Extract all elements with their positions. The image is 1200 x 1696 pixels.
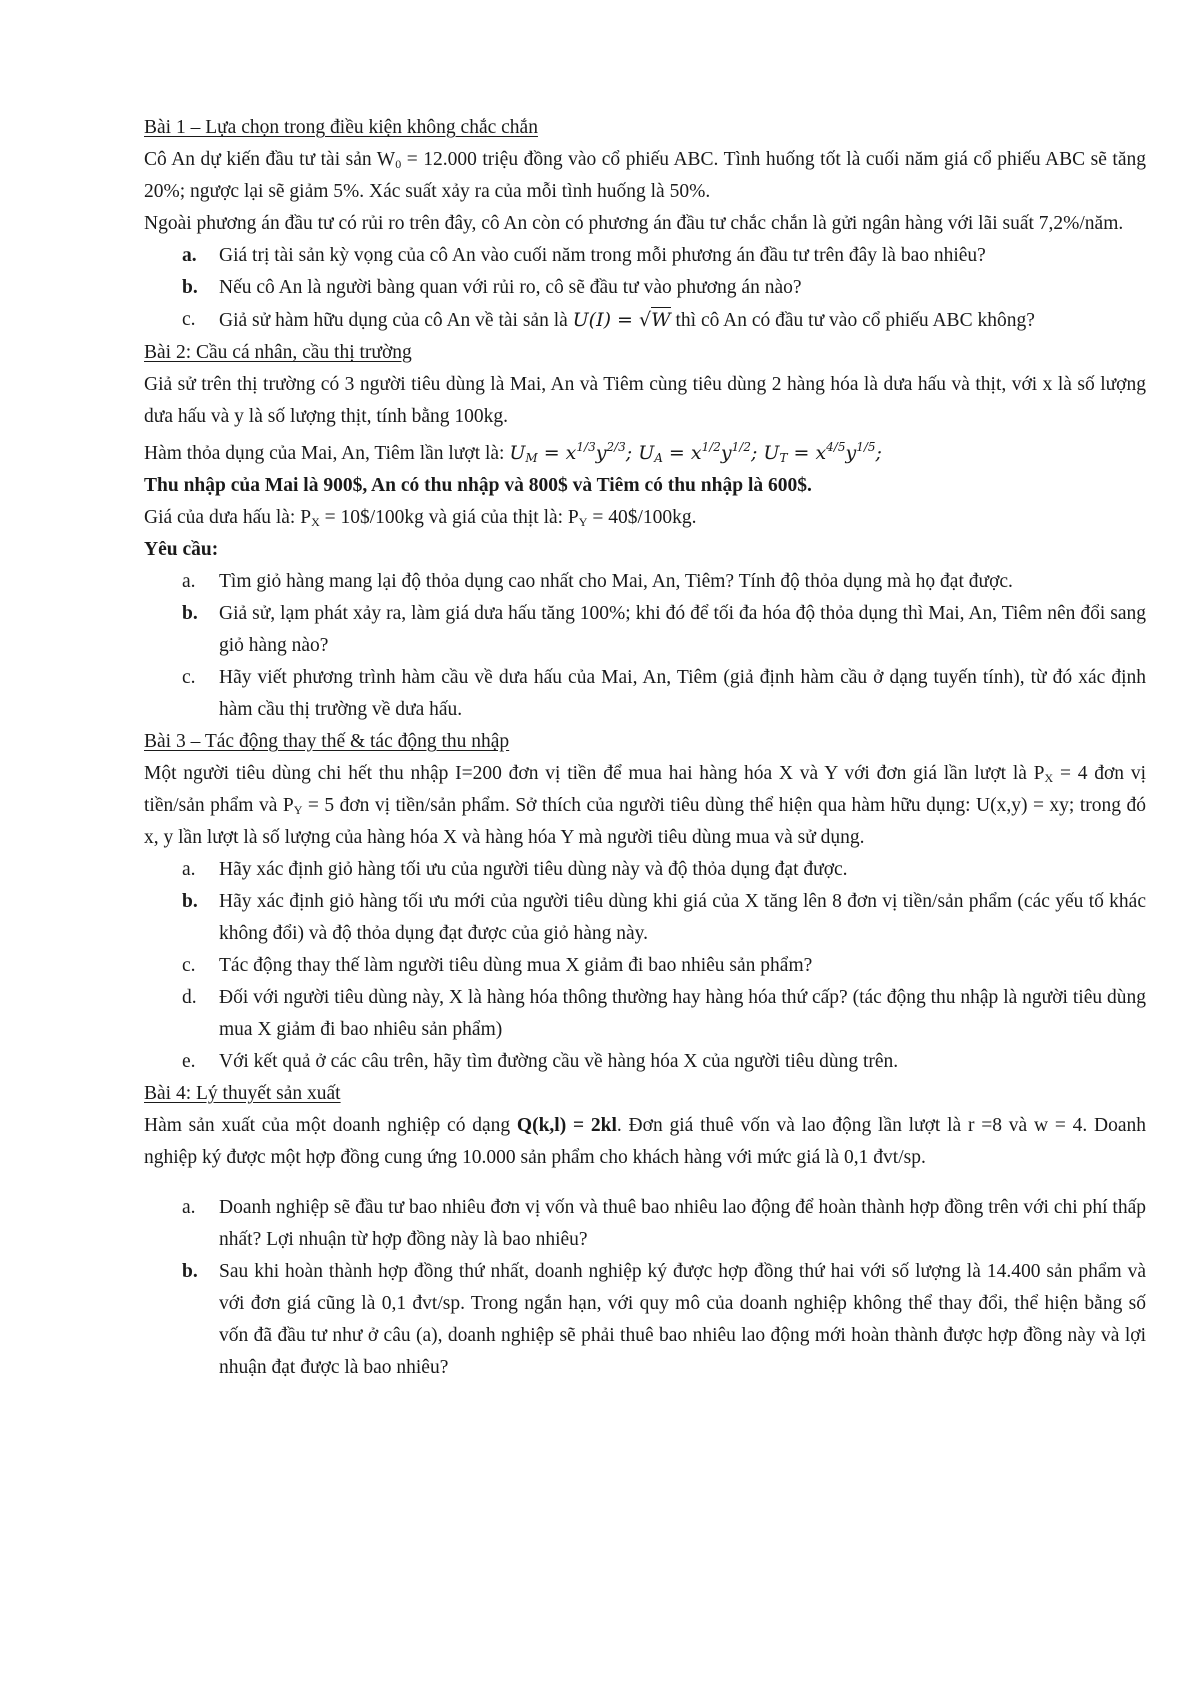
exercise-2-paragraph-1: Giả sử trên thị trường có 3 người tiêu dùng là Mai, An và Tiêm cùng tiêu dùng 2 hàng hóa là dưa hấu và thịt, với x là số lượng dưa hấu và y là số lượng thịt, tính bằng 100kg. — [144, 374, 1146, 427]
question-item — [144, 950, 1146, 982]
symbol: y — [595, 442, 607, 464]
exercise-1 — [144, 112, 1146, 337]
question-marker: b. — [182, 1261, 198, 1282]
exponent: 1/3 — [576, 440, 596, 454]
symbol: = x — [537, 442, 577, 464]
symbol: U — [509, 442, 526, 464]
question-marker: d. — [182, 987, 197, 1008]
exponent: 4/5 — [826, 440, 846, 454]
symbol: ; — [875, 442, 882, 464]
question-text: Hãy viết phương trình hàm cầu về dưa hấu của Mai, An, Tiêm (giả định hàm cầu ở dạng tuyến tính), từ đó xác định hàm cầu thị trường về dưa hấu. — [219, 667, 1146, 720]
exponent: 1/2 — [701, 440, 721, 454]
requirements-label: Yêu cầu: — [144, 539, 219, 560]
exercise-1-questions — [144, 240, 1146, 337]
text-span: = 12.000 triệu đồng vào cổ phiếu ABC. Tình huống tốt là cuối năm giá cổ phiếu ABC sẽ tăng 20%; ngược lại sẽ giảm 5%. Xác suất xảy ra của mỗi tình huống là 50%. — [144, 149, 1146, 202]
question-marker: c. — [182, 667, 196, 688]
symbol: y — [720, 442, 732, 464]
text-span: . Đơn giá thuê vốn và lao động lần lượt là r =8 và w = 4. Doanh nghiệp ký được một hợp đồng cung ứng 10.000 sản phẩm cho khách hàng với mức giá là 0,1 đvt/sp. — [144, 1115, 1147, 1168]
subscript: X — [311, 515, 320, 529]
question-marker: a. — [182, 571, 196, 592]
question-item — [144, 304, 1146, 337]
exercise-1-paragraph-1 — [144, 144, 1146, 208]
question-marker: c. — [182, 955, 196, 976]
text-span: = 40$/100kg. — [587, 507, 697, 528]
exponent: 1/5 — [856, 440, 876, 454]
question-text: Tác động thay thế làm người tiêu dùng mua X giảm đi bao nhiêu sản phẩm? — [219, 955, 813, 976]
utility-mai — [509, 442, 625, 464]
exercise-4-questions — [144, 1192, 1146, 1384]
question-text: Hãy xác định giỏ hàng tối ưu của người tiêu dùng này và độ thỏa dụng đạt được. — [219, 859, 848, 880]
subscript: A — [654, 451, 663, 465]
question-marker: e. — [182, 1051, 196, 1072]
text-span: = 4 đơn vị tiền/sản phẩm và P — [144, 763, 1146, 816]
utility-formula: U(I) = √ — [572, 309, 652, 331]
question-marker: b. — [182, 891, 198, 912]
subscript: Y — [293, 803, 303, 817]
question-marker: a. — [182, 1197, 196, 1218]
exercise-3-paragraph-1 — [144, 758, 1146, 854]
text-span: = 10$/100kg và giá của thịt là: P — [319, 507, 579, 528]
symbol: = x — [787, 442, 827, 464]
exercise-1-heading: Bài 1 – Lựa chọn trong điều kiện không chắc chắn — [144, 117, 538, 138]
question-item — [144, 854, 1146, 886]
exercise-4-paragraph-1 — [144, 1110, 1146, 1174]
question-text: Sau khi hoàn thành hợp đồng thứ nhất, doanh nghiệp ký được hợp đồng thứ hai với số lượng là 14.400 sản phẩm và với đơn giá cũng là 0,1 đvt/sp. Trong ngắn hạn, với quy mô của doanh nghiệp không thể thay đổi, thể hiện bằng số vốn đã đầu tư như ở câu (a), doanh nghiệp sẽ phải thuê bao nhiêu lao động mới hoàn thành được hợp đồng này và lợi nhuận đạt được là bao nhiêu? — [219, 1261, 1146, 1378]
text-span: Cô An dự kiến đầu tư tài sản W — [144, 149, 396, 170]
question-marker: c. — [182, 309, 196, 330]
question-text: Doanh nghiệp sẽ đầu tư bao nhiêu đơn vị vốn và thuê bao nhiêu lao động để hoàn thành hợp đồng trên với chi phí thấp nhất? Lợi nhuận từ hợp đồng này là bao nhiêu? — [219, 1197, 1146, 1250]
exercise-2-questions — [144, 566, 1146, 726]
text-span: Hàm thỏa dụng của Mai, An, Tiêm lần lượt là: — [144, 443, 510, 464]
question-text: Đối với người tiêu dùng này, X là hàng hóa thông thường hay hàng hóa thứ cấp? (tác động thu nhập là người tiêu dùng mua X giảm đi bao nhiêu sản phẩm) — [219, 987, 1146, 1040]
exercise-3-questions — [144, 854, 1146, 1078]
symbol: ; U — [750, 442, 780, 464]
subscript: Y — [578, 515, 588, 529]
exponent: 1/2 — [731, 440, 751, 454]
exercise-2 — [144, 337, 1146, 726]
exercise-3 — [144, 726, 1146, 1078]
question-text: thì cô An có đầu tư vào cổ phiếu ABC không? — [670, 310, 1035, 331]
symbol: ; U — [625, 442, 655, 464]
exponent: 2/3 — [606, 440, 626, 454]
question-item — [144, 566, 1146, 598]
subscript: X — [1044, 771, 1054, 785]
question-item — [144, 240, 1146, 272]
production-function: Q(k,l) = 2kl — [516, 1115, 617, 1136]
price-line — [144, 502, 1146, 534]
subscript: 0 — [395, 157, 402, 171]
income-line: Thu nhập của Mai là 900$, An có thu nhập và 800$ và Tiêm có thu nhập là 600$. — [144, 475, 812, 496]
question-item — [144, 1192, 1146, 1256]
text-span: = 5 đơn vị tiền/sản phẩm. Sở thích của người tiêu dùng thể hiện qua hàm hữu dụng: U(x,y) = xy; trong đó x, y lần lượt là số lượng của hàng hóa X và hàng hóa Y mà người tiêu dùng mua và sử dụng. — [144, 795, 1146, 848]
question-item — [144, 272, 1146, 304]
document-page — [144, 112, 1146, 1384]
text-span: Hàm sản xuất của một doanh nghiệp có dạng — [144, 1115, 517, 1136]
radicand: W — [651, 309, 671, 331]
question-item — [144, 662, 1146, 726]
utility-tiem — [751, 442, 882, 464]
exercise-2-heading: Bài 2: Cầu cá nhân, cầu thị trường — [144, 342, 412, 363]
text-span: Một người tiêu dùng chi hết thu nhập I=200 đơn vị tiền để mua hai hàng hóa X và Y với đơn giá lần lượt là P — [144, 763, 1045, 784]
question-item — [144, 598, 1146, 662]
question-text: Tìm giỏ hàng mang lại độ thỏa dụng cao nhất cho Mai, An, Tiêm? Tính độ thỏa dụng mà họ đạt được. — [219, 571, 1013, 592]
question-text: Hãy xác định giỏ hàng tối ưu mới của người tiêu dùng khi giá của X tăng lên 8 đơn vị tiền/sản phẩm (các yếu tố khác không đổi) và độ thỏa dụng đạt được của giỏ hàng này. — [219, 891, 1146, 944]
question-text: Giá trị tài sản kỳ vọng của cô An vào cuối năm trong mỗi phương án đầu tư trên đây là bao nhiêu? — [219, 245, 986, 266]
symbol: y — [845, 442, 857, 464]
question-marker: b. — [182, 603, 198, 624]
question-item — [144, 1046, 1146, 1078]
text-span: Giá của dưa hấu là: P — [144, 507, 312, 528]
utility-functions-line — [144, 437, 1146, 470]
question-text: Giả sử, lạm phát xảy ra, làm giá dưa hấu tăng 100%; khi đó để tối đa hóa độ thỏa dụng thì Mai, An, Tiêm nên đổi sang giỏ hàng nào? — [219, 603, 1146, 656]
exercise-4-heading: Bài 4: Lý thuyết sản xuất — [144, 1083, 341, 1104]
utility-an — [626, 442, 751, 464]
exercise-4 — [144, 1078, 1146, 1384]
question-text: Với kết quả ở các câu trên, hãy tìm đường cầu về hàng hóa X của người tiêu dùng trên. — [219, 1051, 899, 1072]
question-item — [144, 886, 1146, 950]
subscript: T — [779, 451, 788, 465]
question-text: Giả sử hàm hữu dụng của cô An về tài sản là — [219, 310, 573, 331]
question-marker: b. — [182, 277, 198, 298]
exercise-1-paragraph-2: Ngoài phương án đầu tư có rủi ro trên đây, cô An còn có phương án đầu tư chắc chắn là gửi ngân hàng với lãi suất 7,2%/năm. — [144, 213, 1124, 234]
exercise-3-heading: Bài 3 – Tác động thay thế & tác động thu nhập — [144, 731, 510, 752]
question-item — [144, 982, 1146, 1046]
symbol: = x — [662, 442, 702, 464]
subscript: M — [525, 451, 538, 465]
question-marker: a. — [182, 245, 197, 266]
question-marker: a. — [182, 859, 196, 880]
question-text: Nếu cô An là người bàng quan với rủi ro, cô sẽ đầu tư vào phương án nào? — [219, 277, 802, 298]
question-item — [144, 1256, 1146, 1384]
